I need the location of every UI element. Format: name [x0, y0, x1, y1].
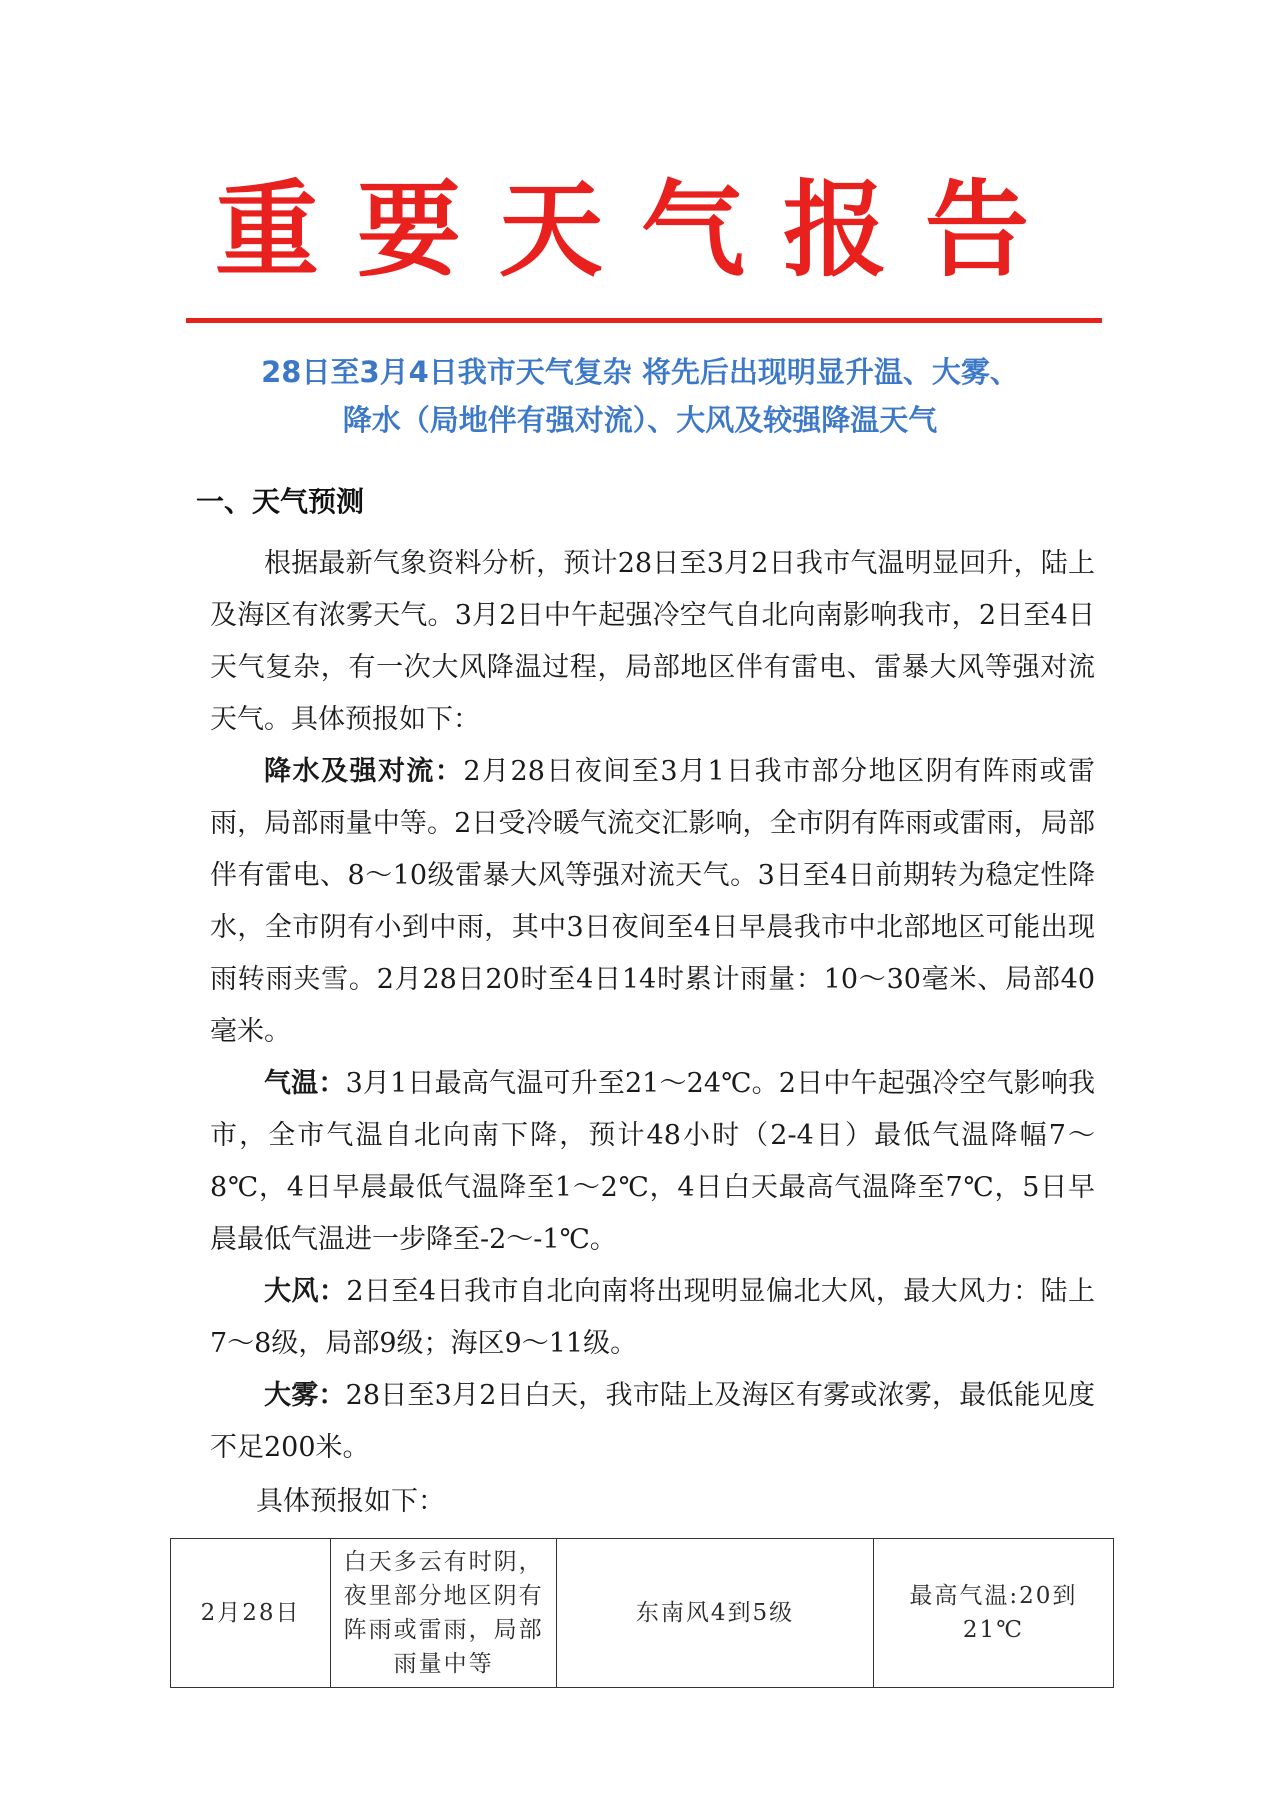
subtitle-line-2: 降水（局地伴有强对流）、大风及较强降温天气 [342, 403, 938, 437]
fog-label: 大雾： [264, 1380, 346, 1411]
fog-text: 28日至3月2日白天，我市陆上及海区有雾或浓雾，最低能见度不足200米。 [210, 1380, 1096, 1463]
forecast-intro: 具体预报如下： [256, 1486, 445, 1517]
temperature-label: 气温： [264, 1068, 346, 1099]
table-row [171, 1539, 1114, 1688]
fog-paragraph [210, 1370, 1095, 1474]
title-divider [186, 318, 1102, 323]
forecast-weather-cell: 白天多云有时阴，夜里部分地区阴有阵雨或雷雨，局部雨量中等 [331, 1539, 557, 1688]
forecast-date-cell: 2月28日 [171, 1539, 331, 1688]
forecast-body [210, 538, 1095, 1474]
report-title: 重要天气报告 [214, 169, 1067, 291]
section-heading-forecast: 一、天气预测 [196, 485, 365, 518]
forecast-table [170, 1538, 1114, 1688]
temperature-text: 3月1日最高气温可升至21～24℃。2日中午起强冷空气影响我市，全市气温自北向南下降，预计48小时（2-4日）最低气温降幅7～8℃，4日早晨最低气温降至1～2℃，4日白天最高气温降至7℃，5日早晨最低气温进一步降至-2～-1℃。 [210, 1068, 1096, 1255]
forecast-temperature-cell: 最高气温:20到21℃ [873, 1539, 1113, 1688]
report-subtitle [160, 348, 1120, 444]
precipitation-label: 降水及强对流： [264, 756, 464, 787]
wind-paragraph [210, 1266, 1095, 1370]
intro-paragraph: 根据最新气象资料分析，预计28日至3月2日我市气温明显回升，陆上及海区有浓雾天气。3月2日中午起强冷空气自北向南影响我市，2日至4日天气复杂，有一次大风降温过程，局部地区伴有雷电、雷暴大风等强对流天气。具体预报如下： [210, 548, 1095, 735]
forecast-wind-cell: 东南风4到5级 [557, 1539, 874, 1688]
wind-text: 2日至4日我市自北向南将出现明显偏北大风，最大风力：陆上7～8级，局部9级；海区9～11级。 [210, 1276, 1096, 1359]
precipitation-paragraph [210, 746, 1095, 1058]
temperature-paragraph [210, 1058, 1095, 1266]
precipitation-text: 2月28日夜间至3月1日我市部分地区阴有阵雨或雷雨，局部雨量中等。2日受冷暖气流交汇影响，全市阴有阵雨或雷雨，局部伴有雷电、8～10级雷暴大风等强对流天气。3日至4日前期转为稳定性降水，全市阴有小到中雨，其中3日夜间至4日早晨我市中北部地区可能出现雨转雨夹雪。2月28日20时至4日14时累计雨量：10～30毫米、局部40毫米。 [210, 756, 1096, 1047]
wind-label: 大风： [264, 1276, 347, 1307]
subtitle-line-1: 28日至3月4日我市天气复杂 将先后出现明显升温、大雾、 [261, 355, 1019, 389]
